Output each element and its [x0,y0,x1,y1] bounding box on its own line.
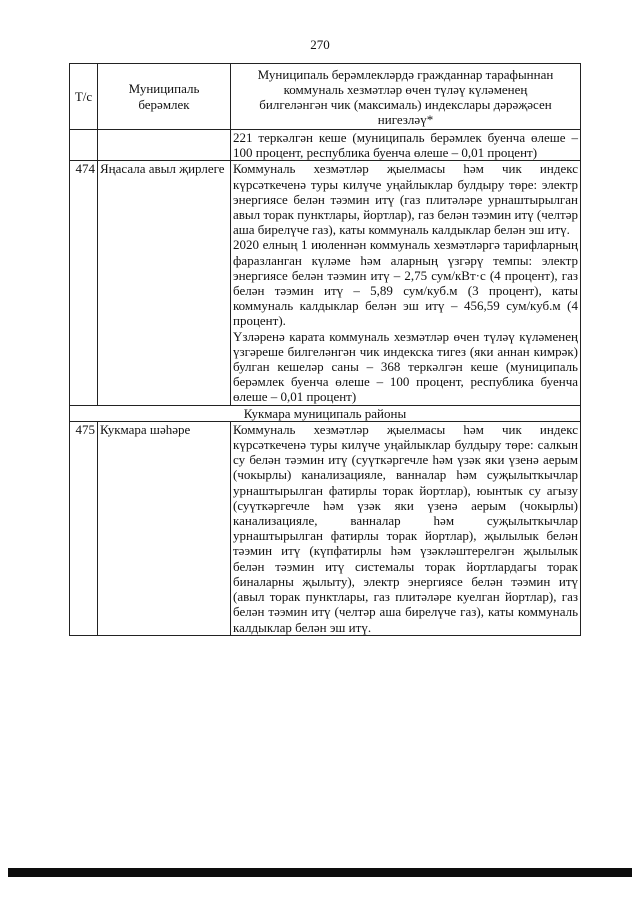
header-rationale: Муниципаль берәмлекләрдә гражданнар тарафыннан коммуналь хезмәтләр өчен түләү күләменең билгеләнгән чик (максималь) индекслары дәрәҗәсен нигезләү* [231,64,581,130]
table-row [70,161,581,405]
table-row [70,421,581,635]
row-474-paragraph: Үзләренә карата коммуналь хезмәтләр өчен түләү күләменең үзгәреше билгеләнгән чик индекска тигез (яки аннан кимрәк) булган кешеләр саны – 368 теркәлгән кеше (муниципаль берәмлек буенча өлеше – 100 процент, республика буенча өлеше – 0,01 процент) [233,328,578,405]
continuation-row [70,130,581,161]
tariff-index-table [69,63,581,636]
row-474-paragraph: Коммуналь хезмәтләр җыелмасы һәм чик индекс күрсәткеченә туры килүче уңайлыклар булдыру төре: электр энергиясе белән тәэмин итү (газ плитәләре урнаштырылган авыл торак пунктлары, йортлар), газ белән тәэмин итү (челтәр аша бирелүче газ), каты коммуналь калдыклар белән эш итү. [233,161,578,238]
row-474-rationale [231,161,581,405]
row-474-number: 474 [70,161,98,405]
row-474-municipality: Яңасала авыл җирлеге [98,161,231,405]
section-title: Кукмара муниципаль районы [70,405,581,421]
continuation-text: 221 теркәлгән кеше (муниципаль берәмлек буенча өлеше – 100 процент, республика буенча өлеше – 0,01 процент) [231,130,581,161]
section-row [70,405,581,421]
row-474-paragraph: 2020 елның 1 июленнән коммуналь хезмәтләргә тарифларның фаразланган күләме һәм аларның үзгәрү темпы: электр энергиясе белән тәэмин итү – 2,75 сум/кВт·с (4 процент), газ белән тәэмин итү – 5,89 сум/куб.м (3 процент), каты коммуналь калдыклар белән эш итү – 456,59 сум/куб.м (4 процент). [233,237,578,329]
row-475-municipality: Кукмара шәһәре [98,421,231,635]
row-475-number: 475 [70,421,98,635]
header-number: Т/с [70,64,98,130]
page-number: 270 [310,37,330,52]
row-475-paragraph: Коммуналь хезмәтләр җыелмасы һәм чик индекс күрсәткеченә туры килүче уңайлыклар булдыру төре: салкын су белән тәэмин итү (суүткәргечле һәм үзәк яки үзенә аерым (чокырлы) канализацияле, ванналар һәм суҗылыткычлар урнаштырылган фатирлы торак йортлар), юынтык су агызу (суүткәргечле һәм үзәк яки үзенә аерым (чокырлы) канализацияле, ванналар һәм суҗылыткычлар урнаштырылган фатирлы торак йортлар), җылылык белән тәэмин итү (күпфатирлы һәм үзәкләштерелгән җылылык белән тәэмин итү системалы торак йортлардагы торак биналарны җылыту), электр энергиясе белән тәэмин итү (авыл торак пунктлары, газ плитәләре куелган йортлар), газ белән тәэмин итү (челтәр аша бирелүче газ), каты коммуналь калдыклар белән эш итү. [233,421,578,635]
header-municipality: Муниципаль берәмлек [98,64,231,130]
continuation-num-cell [70,130,98,161]
continuation-name-cell [98,130,231,161]
table-header-row [70,64,581,130]
row-475-rationale [231,421,581,635]
scan-edge-bar [8,868,632,877]
